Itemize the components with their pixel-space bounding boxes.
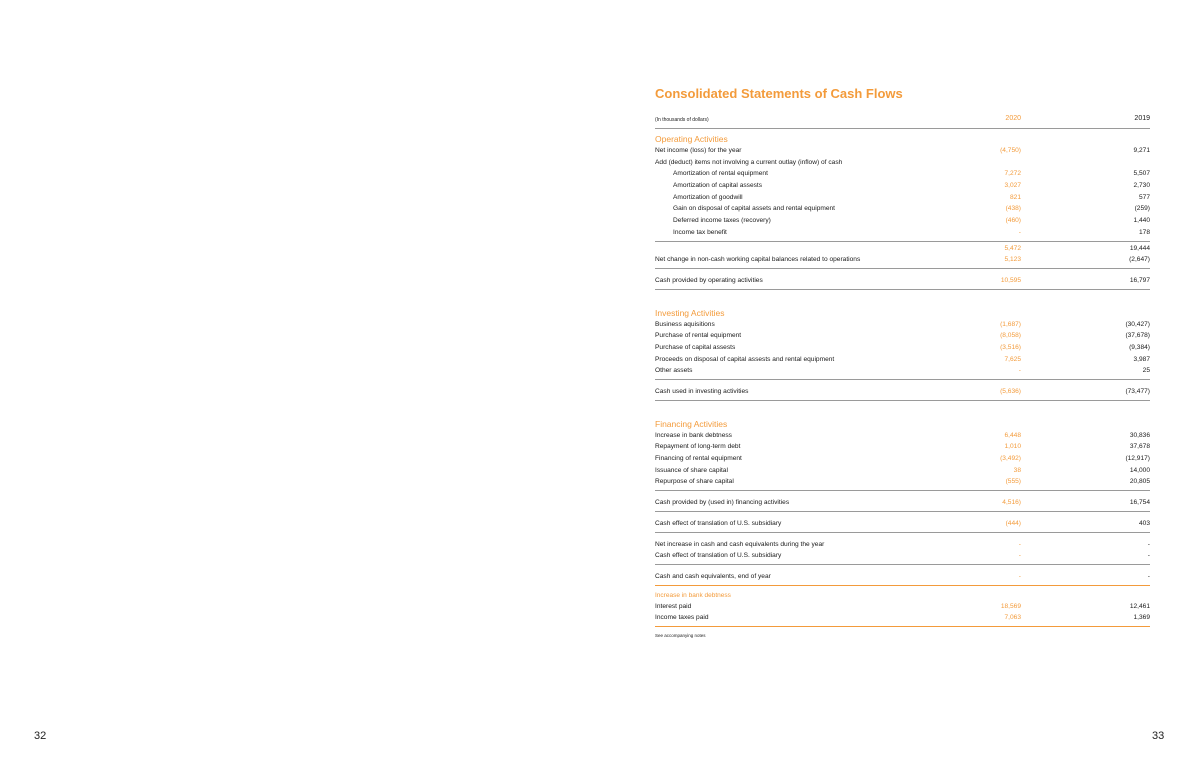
row-label: Cash effect of translation of U.S. subsidiary [655,552,782,560]
value-2020: (3,492) [1000,455,1021,463]
value-2019: 19,444 [1129,244,1150,252]
row-label: Purchase of rental equipment [655,332,742,340]
total-row [655,275,1150,287]
value-2019: 1,369 [1133,614,1150,622]
divider [655,400,1150,401]
row-label: Net income (loss) for the year [655,147,742,154]
value-2019: 20,805 [1129,478,1150,486]
value-2020: 18,569 [1000,602,1021,610]
row-label: Gain on disposal of capital assets and rental equipment [673,205,836,213]
table-row [655,601,1150,613]
total-row [655,386,1150,398]
value-2020: 5,472 [1004,244,1021,252]
row-label: Purchase of capital assests [655,343,736,351]
value-2019: 14,000 [1129,466,1150,474]
value-2020: (438) [1005,205,1021,213]
investing-title: Investing Activities [655,307,725,318]
row-label: Amortization of rental equipment [673,170,768,178]
value-2020: (1,687) [1000,320,1021,328]
value-2019: 9,271 [1133,147,1150,154]
total-row [655,497,1150,509]
table-row [655,365,1150,377]
operating-section [655,133,1150,290]
operating-title: Operating Activities [655,134,728,144]
row-label: Deferred income taxes (recovery) [673,217,771,225]
value-2020: 7,272 [1004,170,1021,178]
table-row [655,518,1150,530]
row-label: Interest paid [655,602,692,610]
table-row [655,539,1150,551]
value-2019: - [1147,552,1150,560]
value-2019: (30,427) [1125,320,1150,328]
value-2020: (3,516) [1000,343,1021,351]
units-label: (In thousands of dollars) [655,117,709,123]
divider [655,511,1150,512]
investing-section [655,307,1150,401]
table-row [655,180,1150,192]
row-label: Cash used in investing activities [655,388,749,395]
divider [655,564,1150,565]
value-2019: 2,730 [1133,182,1150,190]
row-label: Cash and cash equivalents, end of year [655,572,771,580]
table-row [655,157,1150,169]
table-row [655,550,1150,562]
divider [655,268,1150,269]
accent-divider [655,585,1150,586]
value-2019: - [1147,572,1150,580]
table-row [655,465,1150,477]
table-row [655,203,1150,215]
value-2019: (2,647) [1129,256,1150,264]
value-2020: - [1018,228,1021,236]
divider [655,490,1150,491]
value-2019: - [1147,540,1150,548]
value-2019: 3,987 [1133,355,1150,363]
value-2019: 1,440 [1133,217,1150,225]
accent-divider [655,626,1150,627]
table-row [655,330,1150,342]
value-2019: (12,917) [1125,455,1150,463]
value-2020: 5,123 [1004,256,1021,264]
value-2020: - [1018,540,1021,548]
table-row [655,168,1150,180]
value-2019: 25 [1142,367,1150,375]
table-row [655,342,1150,354]
value-2020: (4,750) [1000,147,1021,154]
value-2020: 821 [1009,193,1021,201]
value-2020: - [1018,552,1021,560]
value-2019: 5,507 [1133,170,1150,178]
row-label: Amortization of capital assests [673,182,763,190]
row-label: Cash provided by (used in) financing activities [655,499,790,507]
divider [655,241,1150,242]
row-label: Income taxes paid [655,614,709,622]
value-2019: (73,477) [1125,388,1150,395]
row-label: Cash effect of translation of U.S. subsidiary [655,519,782,527]
row-label: Repurpose of share capital [655,478,734,486]
value-2020: 6,448 [1004,431,1021,439]
value-2020: 7,625 [1004,355,1021,363]
value-2019: 16,797 [1129,276,1150,284]
value-2019: 12,461 [1129,602,1150,610]
value-2019: 577 [1138,193,1150,201]
row-label: Net increase in cash and cash equivalents during the year [655,540,825,548]
table-row [655,441,1150,453]
table-row [655,476,1150,488]
page-number-left: 32 [34,730,47,742]
column-header [655,113,1150,129]
value-2020: 7,063 [1004,614,1021,622]
table-row [655,453,1150,465]
value-2020: - [1018,367,1021,375]
value-2019: 403 [1138,519,1150,527]
value-2019: (259) [1134,205,1150,213]
divider [655,289,1150,290]
supplemental-title: Increase in bank debtness [655,591,731,599]
financing-title: Financing Activities [655,418,728,429]
value-2019: 16,754 [1129,499,1150,507]
table-row [655,192,1150,204]
value-2020: (5,636) [1000,388,1021,395]
table-row [655,612,1150,624]
divider [655,379,1150,380]
value-2020: (460) [1005,217,1021,225]
value-2019: (9,384) [1129,343,1150,351]
row-label: Financing of rental equipment [655,455,742,463]
footnote: See accompanying notes [655,632,706,638]
table-row [655,254,1150,266]
column-2020: 2020 [1005,115,1021,122]
row-label: Cash provided by operating activities [655,276,763,284]
table-row [655,145,1150,157]
cash-flow-statement [655,86,1150,638]
value-2019: 178 [1138,228,1150,236]
value-2020: 10,595 [1000,276,1021,284]
value-2020: - [1018,572,1021,580]
subtotal-row [655,243,1150,255]
table-row [655,354,1150,366]
row-label: Issuance of share capital [655,466,728,474]
row-label: Repayment of long-term debt [655,443,741,451]
row-label: Proceeds on disposal of capital assests and rental equipment [655,355,835,363]
financing-section [655,418,1150,586]
table-row [655,227,1150,239]
row-label: Amortization of goodwill [673,193,743,201]
value-2020: (8,058) [1000,332,1021,340]
value-2019: 37,678 [1129,443,1150,451]
row-label: Add (deduct) items not involving a current outlay (inflow) of cash [655,158,843,166]
value-2020: (444) [1005,519,1021,527]
value-2019: (37,678) [1125,332,1150,340]
value-2020: 3,027 [1004,182,1021,190]
table-row [655,571,1150,583]
table-row [655,319,1150,331]
value-2020: 4,516) [1002,499,1021,507]
row-label: Net change in non-cash working capital balances related to operations [655,256,861,264]
table-row [655,215,1150,227]
value-2020: 38 [1013,466,1021,474]
value-2020: (555) [1005,478,1021,486]
value-2019: 30,836 [1129,431,1150,439]
row-label: Business aquisitions [655,320,715,328]
page-number-right: 33 [1152,730,1165,742]
column-2019: 2019 [1134,115,1150,122]
row-label: Income tax benefit [673,228,727,236]
row-label: Other assets [655,367,693,375]
value-2020: 1,010 [1004,443,1021,451]
table-row [655,430,1150,442]
supplemental-section [655,590,1150,627]
divider [655,532,1150,533]
row-label: Increase in bank debtness [655,431,732,439]
statement-title: Consolidated Statements of Cash Flows [655,86,903,101]
